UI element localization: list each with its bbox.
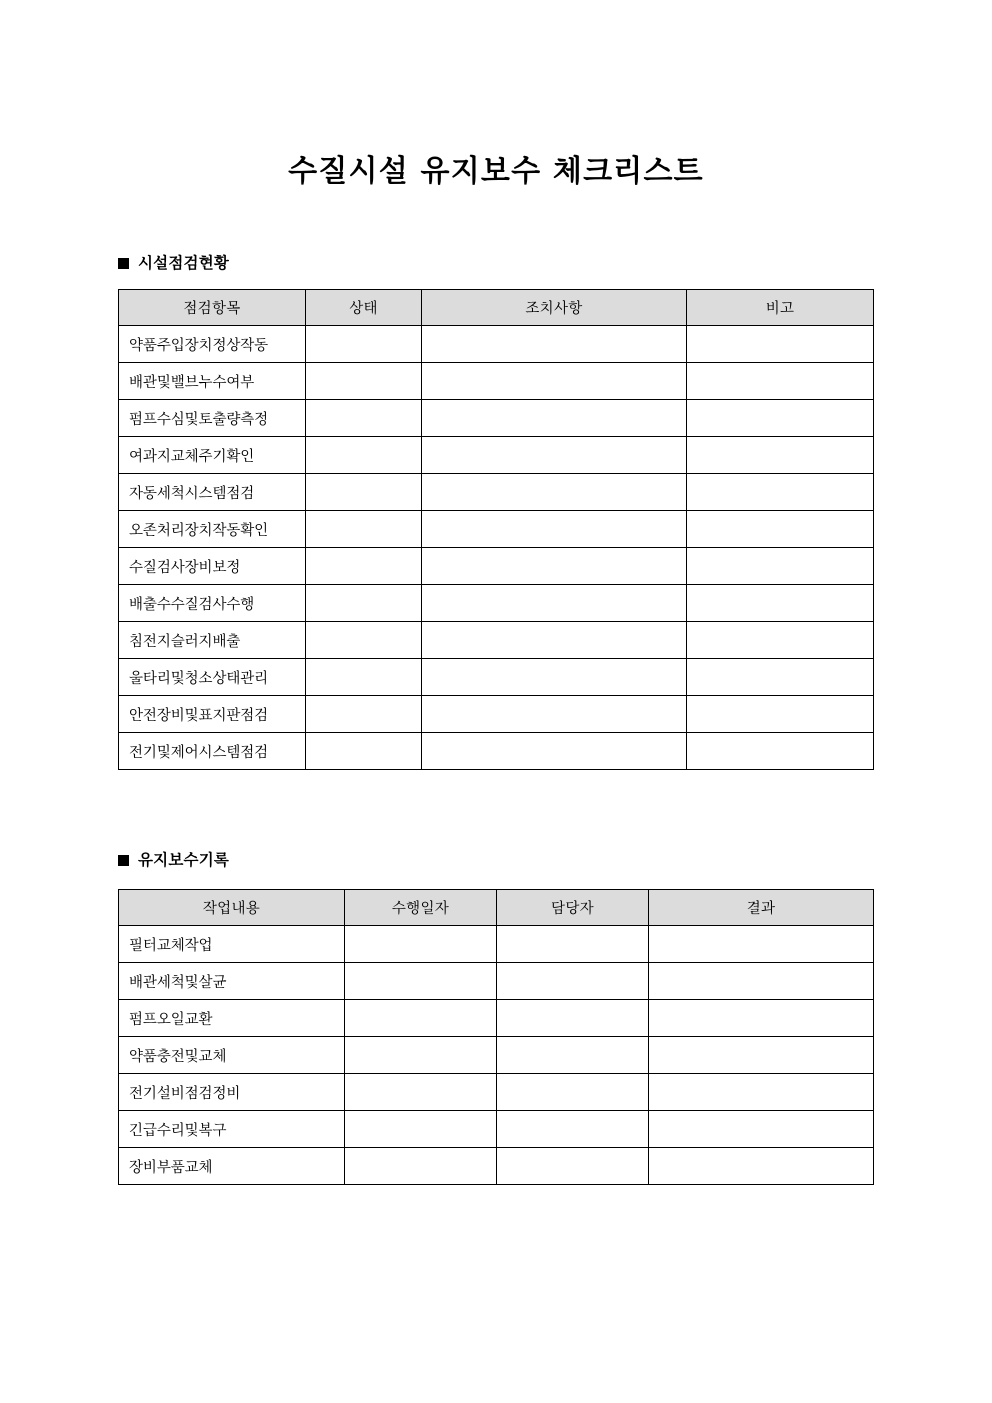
- inspection-item-label: 배관및밸브누수여부: [119, 363, 306, 400]
- action-field[interactable]: [422, 363, 687, 400]
- table-row: [119, 963, 874, 1000]
- person-field[interactable]: [497, 1000, 649, 1037]
- note-field[interactable]: [687, 696, 874, 733]
- table-row: [119, 659, 874, 696]
- table-row: [119, 511, 874, 548]
- section-heading-label: 시설점검현황: [138, 254, 230, 272]
- result-field[interactable]: [649, 1074, 874, 1111]
- table-row: [119, 1111, 874, 1148]
- inspection-item-label: 약품주입장치정상작동: [119, 326, 306, 363]
- table-row: [119, 733, 874, 770]
- table-row: [119, 437, 874, 474]
- maintenance-record-table: [118, 889, 874, 1185]
- table-row: [119, 696, 874, 733]
- action-field[interactable]: [422, 326, 687, 363]
- column-header-work: 작업내용: [119, 890, 345, 926]
- table-row: [119, 622, 874, 659]
- person-field[interactable]: [497, 1037, 649, 1074]
- inspection-item-label: 침전지슬러지배출: [119, 622, 306, 659]
- status-field[interactable]: [306, 696, 422, 733]
- person-field[interactable]: [497, 1074, 649, 1111]
- note-field[interactable]: [687, 363, 874, 400]
- section-heading-maintenance: [118, 849, 229, 871]
- page-title: 수질시설 유지보수 체크리스트: [288, 154, 704, 190]
- action-field[interactable]: [422, 548, 687, 585]
- status-field[interactable]: [306, 585, 422, 622]
- inspection-item-label: 여과지교체주기확인: [119, 437, 306, 474]
- person-field[interactable]: [497, 1111, 649, 1148]
- person-field[interactable]: [497, 963, 649, 1000]
- section-heading-label: 유지보수기록: [138, 851, 230, 869]
- note-field[interactable]: [687, 585, 874, 622]
- column-header-date: 수행일자: [345, 890, 497, 926]
- work-item-label: 약품충전및교체: [119, 1037, 345, 1074]
- note-field[interactable]: [687, 400, 874, 437]
- work-item-label: 장비부품교체: [119, 1148, 345, 1185]
- table-row: [119, 363, 874, 400]
- note-field[interactable]: [687, 622, 874, 659]
- inspection-item-label: 오존처리장치작동확인: [119, 511, 306, 548]
- column-header-person: 담당자: [497, 890, 649, 926]
- action-field[interactable]: [422, 622, 687, 659]
- work-item-label: 전기설비점검정비: [119, 1074, 345, 1111]
- status-field[interactable]: [306, 733, 422, 770]
- square-bullet-icon: [118, 258, 129, 269]
- status-field[interactable]: [306, 622, 422, 659]
- date-field[interactable]: [345, 1037, 497, 1074]
- table-row: [119, 326, 874, 363]
- action-field[interactable]: [422, 659, 687, 696]
- date-field[interactable]: [345, 1074, 497, 1111]
- person-field[interactable]: [497, 1148, 649, 1185]
- inspection-item-label: 울타리및청소상태관리: [119, 659, 306, 696]
- table-row: [119, 474, 874, 511]
- status-field[interactable]: [306, 474, 422, 511]
- table-row: [119, 1148, 874, 1185]
- person-field[interactable]: [497, 926, 649, 963]
- table-row: [119, 1074, 874, 1111]
- note-field[interactable]: [687, 548, 874, 585]
- status-field[interactable]: [306, 548, 422, 585]
- note-field[interactable]: [687, 659, 874, 696]
- column-header-status: 상태: [306, 290, 422, 326]
- table-row: [119, 926, 874, 963]
- work-item-label: 펌프오일교환: [119, 1000, 345, 1037]
- column-header-result: 결과: [649, 890, 874, 926]
- result-field[interactable]: [649, 1000, 874, 1037]
- date-field[interactable]: [345, 1148, 497, 1185]
- status-field[interactable]: [306, 363, 422, 400]
- table-row: [119, 1000, 874, 1037]
- table-row: [119, 1037, 874, 1074]
- result-field[interactable]: [649, 1111, 874, 1148]
- work-item-label: 배관세척및살균: [119, 963, 345, 1000]
- action-field[interactable]: [422, 585, 687, 622]
- date-field[interactable]: [345, 926, 497, 963]
- section-heading-facility: [118, 252, 229, 274]
- table-header-row: [119, 890, 874, 926]
- table-header-row: [119, 290, 874, 326]
- date-field[interactable]: [345, 1111, 497, 1148]
- result-field[interactable]: [649, 1037, 874, 1074]
- status-field[interactable]: [306, 437, 422, 474]
- action-field[interactable]: [422, 511, 687, 548]
- table-row: [119, 548, 874, 585]
- action-field[interactable]: [422, 474, 687, 511]
- inspection-item-label: 펌프수심및토출량측정: [119, 400, 306, 437]
- status-field[interactable]: [306, 400, 422, 437]
- note-field[interactable]: [687, 474, 874, 511]
- inspection-item-label: 수질검사장비보정: [119, 548, 306, 585]
- result-field[interactable]: [649, 926, 874, 963]
- result-field[interactable]: [649, 1148, 874, 1185]
- column-header-note: 비고: [687, 290, 874, 326]
- date-field[interactable]: [345, 963, 497, 1000]
- work-item-label: 필터교체작업: [119, 926, 345, 963]
- column-header-item: 점검항목: [119, 290, 306, 326]
- action-field[interactable]: [422, 733, 687, 770]
- status-field[interactable]: [306, 659, 422, 696]
- note-field[interactable]: [687, 437, 874, 474]
- work-item-label: 긴급수리및복구: [119, 1111, 345, 1148]
- table-row: [119, 585, 874, 622]
- inspection-item-label: 전기및제어시스템점검: [119, 733, 306, 770]
- column-header-action: 조치사항: [422, 290, 687, 326]
- table-row: [119, 400, 874, 437]
- inspection-item-label: 배출수수질검사수행: [119, 585, 306, 622]
- square-bullet-icon: [118, 855, 129, 866]
- action-field[interactable]: [422, 400, 687, 437]
- note-field[interactable]: [687, 326, 874, 363]
- action-field[interactable]: [422, 437, 687, 474]
- action-field[interactable]: [422, 696, 687, 733]
- inspection-item-label: 안전장비및표지판점검: [119, 696, 306, 733]
- note-field[interactable]: [687, 511, 874, 548]
- date-field[interactable]: [345, 1000, 497, 1037]
- inspection-item-label: 자동세척시스템점검: [119, 474, 306, 511]
- result-field[interactable]: [649, 963, 874, 1000]
- facility-inspection-table: [118, 289, 874, 770]
- status-field[interactable]: [306, 326, 422, 363]
- note-field[interactable]: [687, 733, 874, 770]
- status-field[interactable]: [306, 511, 422, 548]
